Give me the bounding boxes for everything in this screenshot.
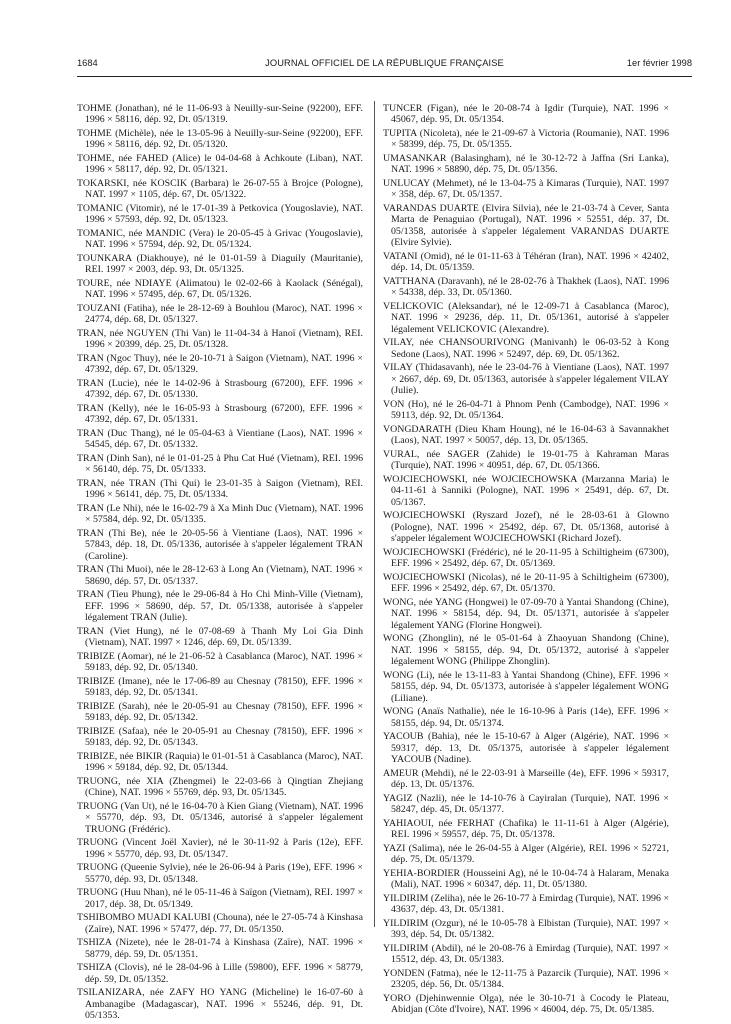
issue-date: 1er février 1998	[626, 58, 692, 68]
right-column	[383, 103, 669, 1018]
naturalization-entry: TRUONG, née XIA (Zhengmei) le 22-03-66 à Qingtian Zhejiang (Chine), NAT. 1996 × 55769, dép. 93, Dt. 05/1345.	[77, 775, 363, 799]
naturalization-entry: YILDIRIM (Abdil), né le 20-08-76 à Emirdag (Turquie), NAT. 1997 × 15512, dép. 43, Dt. 05/1383.	[383, 942, 669, 965]
naturalization-entry: TRUONG (Van Ut), né le 16-04-70 à Kien Giang (Vietnam), NAT. 1996 × 55770, dép. 93, Dt. 05/1346, autorisé à s'appeler légalement TRUONG (Frédéric).	[77, 800, 363, 835]
naturalization-entry: TRAN (Dinh San), né le 01-01-25 à Phu Cat Hué (Vietnam), REI. 1996 × 56140, dép. 75, Dt. 05/1333.	[77, 453, 363, 476]
naturalization-entry: TRIBIZE (Sarah), née le 20-05-91 au Chesnay (78150), EFF. 1996 × 59183, dép. 92, Dt. 05/1342.	[77, 700, 363, 724]
naturalization-entry: AMEUR (Mehdi), né le 22-03-91 à Marseille (4e), EFF. 1996 × 59317, dép. 13, Dt. 05/1376.	[383, 767, 669, 790]
naturalization-entry: TRAN (Lucie), née le 14-02-96 à Strasbourg (67200), EFF. 1996 × 47392, dép. 67, Dt. 05/1330.	[77, 378, 363, 401]
naturalization-entry: TRAN (Viet Hung), né le 07-08-69 à Thanh My Loi Gia Dinh (Vietnam), NAT. 1997 × 1246, dép. 69, Dt. 05/1339.	[77, 625, 363, 649]
naturalization-entry: TRAN (Ngoc Thuy), née le 20-10-71 à Saigon (Vietnam), NAT. 1996 × 47392, dép. 67, Dt. 05/1329.	[77, 353, 363, 376]
naturalization-entry: TRAN (Tieu Phung), née le 29-06-84 à Ho Chi Minh-Ville (Vietnam), EFF. 1996 × 58690, dép. 57, Dt. 05/1338, autorisée à s'appeler légalement TRAN (Julie).	[77, 589, 363, 624]
naturalization-entry: WONG (Zhonglin), né le 05-01-64 à Zhaoyuan Shandong (Chine), NAT. 1996 × 58155, dép. 94, Dt. 05/1372, autorisé à s'appeler légalement WONG (Philippe Zhonglin).	[383, 633, 669, 668]
naturalization-entry: TRAN, née NGUYEN (Thi Van) le 11-04-34 à Hanoï (Vietnam), REI. 1996 × 20399, dép. 25, Dt. 05/1328.	[77, 328, 363, 351]
naturalization-entry: WONG (Anaïs Nathalie), née le 16-10-96 à Paris (14e), EFF. 1996 × 58155, dép. 94, Dt. 05/1374.	[383, 706, 669, 729]
naturalization-entry: TOMANIC, née MANDIC (Vera) le 20-05-45 à Grivac (Yougoslavie), NAT. 1996 × 57594, dép. 92, Dt. 05/1324.	[77, 228, 363, 251]
header-rule	[77, 76, 692, 77]
naturalization-entry: YAHIAOUI, née FERHAT (Chafika) le 11-11-61 à Alger (Algérie), REI. 1996 × 59557, dép. 75, Dt. 05/1378.	[383, 817, 669, 840]
naturalization-entry: VELICKOVIC (Aleksandar), né le 12-09-71 à Casablanca (Maroc), NAT. 1996 × 29236, dép. 11, Dt. 05/1361, autorisé à s'appeler légalement VELICKOVIC (Alexandre).	[383, 300, 669, 335]
naturalization-entry: TUNCER (Figan), née le 20-08-74 à Igdir (Turquie), NAT. 1996 × 45067, dép. 95, Dt. 05/1354.	[383, 103, 669, 126]
naturalization-entry: WOJCIECHOWSKI (Frédéric), né le 20-11-95 à Schiltigheim (67300), EFF. 1996 × 25492, dép. 67, Dt. 05/1369.	[383, 546, 669, 570]
naturalization-entry: TRIBIZE (Aomar), né le 21-06-52 à Casablanca (Maroc), NAT. 1996 × 59183, dép. 92, Dt. 05/1340.	[77, 650, 363, 674]
naturalization-entry: VON (Ho), né le 26-04-71 à Phnom Penh (Cambodge), NAT. 1996 × 59113, dép. 92, Dt. 05/1364.	[383, 398, 669, 422]
naturalization-entry: TOKARSKI, née KOSCIK (Barbara) le 26-07-55 à Brojce (Pologne), NAT. 1997 × 1105, dép. 67, Dt. 05/1322.	[77, 178, 363, 201]
naturalization-entry: VILAY, née CHANSOURIVONG (Manivanh) le 06-03-52 à Kong Sedone (Laos), NAT. 1996 × 52497, dép. 69, Dt. 05/1362.	[383, 337, 669, 360]
naturalization-entry: TRAN (Le Nhi), née le 16-02-79 à Xa Minh Duc (Vietnam), NAT. 1996 × 57584, dép. 92, Dt. 05/1335.	[77, 503, 363, 526]
naturalization-entry: TRIBIZE (Safaa), née le 20-05-91 au Chesnay (78150), EFF. 1996 × 59183, dép. 92, Dt. 05/1343.	[77, 725, 363, 749]
naturalization-entry: VATTHANA (Daravanh), né le 28-02-76 à Thakhek (Laos), NAT. 1996 × 54338, dép. 33, Dt. 05/1360.	[383, 275, 669, 299]
naturalization-entry: VATANI (Omid), né le 01-11-63 à Téhéran (Iran), NAT. 1996 × 42402, dép. 14, Dt. 05/1359.	[383, 250, 669, 274]
naturalization-entry: TOMANIC (Vitomir), né le 17-01-39 à Petkovica (Yougoslavie), NAT. 1996 × 57593, dép. 92, Dt. 05/1323.	[77, 203, 363, 226]
naturalization-entry: TSILANIZARA, née ZAFY HO YANG (Micheline) le 16-07-60 à Ambanagibe (Madagascar), NAT. 1996 × 55246, dép. 91, Dt. 05/1353.	[77, 987, 363, 1022]
naturalization-entry: WOJCIECHOWSKI, née WOJCIECHOWSKA (Marzanna Maria) le 04-11-61 à Sanniki (Pologne), NAT. 1996 × 25491, dép. 67, Dt. 05/1367.	[383, 473, 669, 508]
naturalization-entry: TOUNKARA (Diakhouye), né le 01-01-59 à Diaguily (Mauritanie), REI. 1997 × 2003, dép. 93, Dt. 05/1325.	[77, 253, 363, 276]
naturalization-entry: TUPITA (Nicoleta), née le 21-09-67 à Victoria (Roumanie), NAT. 1996 × 58399, dép. 75, Dt. 05/1355.	[383, 128, 669, 151]
naturalization-entry: YEHIA-BORDIER (Housseini Ag), né le 10-04-74 à Halaram, Menaka (Mali), NAT. 1996 × 60347, dép. 11, Dt. 05/1380.	[383, 867, 669, 890]
page-number: 1684	[77, 58, 98, 68]
journal-title: JOURNAL OFFICIEL DE LA RÉPUBLIQUE FRANÇAISE	[265, 58, 504, 68]
naturalization-entry: WOJCIECHOWSKI (Ryszard Jozef), né le 28-03-61 à Glowno (Pologne), NAT. 1996 × 25492, dép. 67, Dt. 05/1368, autorisé à s'appeler légalement WOJCIECHOWSKI (Richard Jozef).	[383, 510, 669, 545]
naturalization-entry: YONDEN (Fatma), née le 12-11-75 à Pazarcik (Turquie), NAT. 1996 × 23205, dép. 56, Dt. 05/1384.	[383, 967, 669, 990]
naturalization-entry: WONG (Li), née le 13-11-83 à Yantai Shandong (Chine), EFF. 1996 × 58155, dép. 94, Dt. 05/1373, autorisée à s'appeler légalement WONG (Liliane).	[383, 669, 669, 704]
naturalization-entry: TRAN (Duc Thang), né le 05-04-63 à Vientiane (Laos), NAT. 1996 × 54545, dép. 67, Dt. 05/1332.	[77, 428, 363, 451]
page-header	[77, 58, 692, 72]
naturalization-entry: TRAN, née TRAN (Thi Qui) le 23-01-35 à Saigon (Vietnam), REI. 1996 × 56141, dép. 75, Dt. 05/1334.	[77, 478, 363, 501]
naturalization-entry: TRUONG (Huu Nhan), né le 05-11-46 à Saïgon (Vietnam), REI. 1997 × 2017, dép. 38, Dt. 05/1349.	[77, 887, 363, 910]
naturalization-entry: TRUONG (Vincent Joël Xavier), né le 30-11-92 à Paris (12e), EFF. 1996 × 55770, dép. 93, Dt. 05/1347.	[77, 837, 363, 860]
naturalization-entry: TSHIZA (Nizete), née le 28-01-74 à Kinshasa (Zaïre), NAT. 1996 × 58779, dép. 59, Dt. 05/1351.	[77, 937, 363, 960]
naturalization-entry: VONGDARATH (Dieu Kham Houng), né le 16-04-63 à Savannakhet (Laos), NAT. 1997 × 50057, dép. 13, Dt. 05/1365.	[383, 423, 669, 447]
naturalization-entry: UMASANKAR (Balasingham), né le 30-12-72 à Jaffna (Sri Lanka), NAT. 1996 × 58890, dép. 75, Dt. 05/1356.	[383, 153, 669, 176]
naturalization-entry: TSHIBOMBO MUADI KALUBI (Chouna), née le 27-05-74 à Kinshasa (Zaïre), NAT. 1996 × 57477, dép. 77, Dt. 05/1350.	[77, 912, 363, 935]
naturalization-entry: TOHME, née FAHED (Alice) le 04-04-68 à Achkoute (Liban), NAT. 1996 × 58117, dép. 92, Dt. 05/1321.	[77, 153, 363, 176]
naturalization-entry: TOHME (Michèle), née le 13-05-96 à Neuilly-sur-Seine (92200), EFF. 1996 × 58116, dép. 92, Dt. 05/1320.	[77, 128, 363, 151]
naturalization-entry: YILDIRIM (Ozgur), né le 10-05-78 à Elbistan (Turquie), NAT. 1997 × 393, dép. 54, Dt. 05/1382.	[383, 917, 669, 940]
naturalization-entry: TOUZANI (Fatiha), née le 28-12-69 à Bouhlou (Maroc), NAT. 1996 × 24774, dép. 68, Dt. 05/1327.	[77, 303, 363, 326]
naturalization-entry: VILAY (Thidasavanh), née le 23-04-76 à Vientiane (Laos), NAT. 1997 × 2667, dép. 69, Dt. 05/1363, autorisée à s'appeler légalement VILAY (Julie).	[383, 362, 669, 397]
naturalization-entry: TRIBIZE, née BIKIR (Raquia) le 01-01-51 à Casablanca (Maroc), NAT. 1996 × 59184, dép. 92, Dt. 05/1344.	[77, 750, 363, 774]
naturalization-entry: TSHIZA (Clovis), né le 28-04-96 à Lille (59800), EFF. 1996 × 58779, dép. 59, Dt. 05/1352.	[77, 962, 363, 985]
naturalization-entry: VURAL, née SAGER (Zahide) le 19-01-75 à Kahraman Maras (Turquie), NAT. 1996 × 40951, dép. 67, Dt. 05/1366.	[383, 448, 669, 472]
naturalization-entry: YAGIZ (Nazli), née le 14-10-76 à Cayiralan (Turquie), NAT. 1996 × 58247, dép. 45, Dt. 05/1377.	[383, 792, 669, 815]
naturalization-entry: YORO (Djehinwennie Olga), née le 30-10-71 à Cocody le Plateau, Abidjan (Côte d'Ivoire), NAT. 1996 × 46004, dép. 75, Dt. 05/1385.	[383, 992, 669, 1015]
naturalization-entry: TRAN (Thi Be), née le 20-05-56 à Vientiane (Laos), NAT. 1996 × 57843, dép. 18, Dt. 05/1336, autorisée à s'appeler légalement TRAN (Caroline).	[77, 528, 363, 562]
naturalization-entry: YACOUB (Bahia), née le 15-10-67 à Alger (Algérie), NAT. 1996 × 59317, dép. 13, Dt. 05/1375, autorisée à s'appeler légalement YACOUB (Nadine).	[383, 731, 669, 765]
naturalization-entry: TRIBIZE (Imane), née le 17-06-89 au Chesnay (78150), EFF. 1996 × 59183, dép. 92, Dt. 05/1341.	[77, 675, 363, 699]
left-column	[77, 103, 363, 1024]
naturalization-entry: VARANDAS DUARTE (Elvira Silvia), née le 21-03-74 à Cever, Santa Marta de Penaguiao (Portugal), NAT. 1996 × 52551, dép. 37, Dt. 05/1358, autorisée à s'appeler légalement VARANDAS DUARTE (Elvire Sylvie).	[383, 203, 669, 249]
naturalization-entry: TRAN (Kelly), née le 16-05-93 à Strasbourg (67200), EFF. 1996 × 47392, dép. 67, Dt. 05/1331.	[77, 403, 363, 426]
naturalization-entry: TRAN (Thi Muoi), née le 28-12-63 à Long An (Vietnam), NAT. 1996 × 58690, dép. 57, Dt. 05/1337.	[77, 564, 363, 587]
naturalization-entry: UNLUCAY (Mehmet), né le 13-04-75 à Kimaras (Turquie), NAT. 1997 × 358, dép. 67, Dt. 05/1357.	[383, 178, 669, 201]
naturalization-entry: WOJCIECHOWSKI (Nicolas), né le 20-11-95 à Schiltigheim (67300), EFF. 1996 × 25492, dép. 67, Dt. 05/1370.	[383, 571, 669, 595]
naturalization-entry: YAZI (Salima), née le 26-04-55 à Alger (Algérie), REI. 1996 × 52721, dép. 75, Dt. 05/1379.	[383, 842, 669, 865]
naturalization-entry: WONG, née YANG (Hongwei) le 07-09-70 à Yantai Shandong (Chine), NAT. 1996 × 58154, dép. 94, Dt. 05/1371, autorisée à s'appeler légalement YANG (Florine Hongwei).	[383, 596, 669, 631]
naturalization-entry: YILDIRIM (Zeliha), née le 26-10-77 à Emirdag (Turquie), NAT. 1996 × 43637, dép. 43, Dt. 05/1381.	[383, 892, 669, 915]
column-separator	[374, 101, 375, 927]
naturalization-entry: TOURE, née NDIAYE (Alimatou) le 02-02-66 à Kaolack (Sénégal), NAT. 1996 × 57495, dép. 67, Dt. 05/1326.	[77, 278, 363, 301]
naturalization-entry: TRUONG (Queenie Sylvie), née le 26-06-94 à Paris (19e), EFF. 1996 × 55770, dép. 93, Dt. 05/1348.	[77, 862, 363, 885]
naturalization-entry: TOHME (Jonathan), né le 11-06-93 à Neuilly-sur-Seine (92200), EFF. 1996 × 58116, dép. 92, Dt. 05/1319.	[77, 103, 363, 126]
